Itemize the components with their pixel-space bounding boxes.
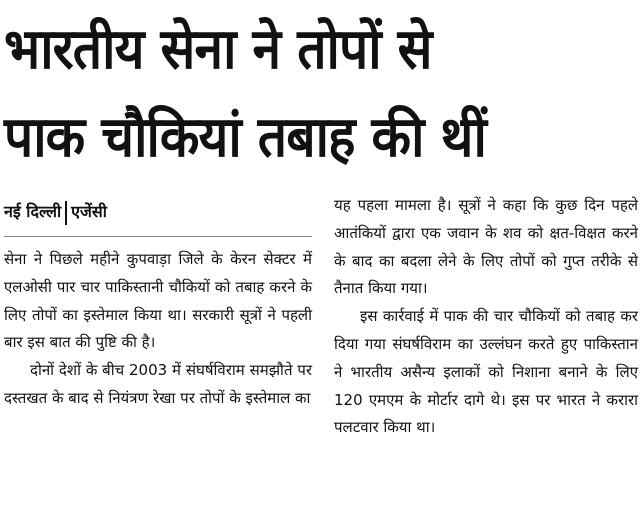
article-paragraph: सेना ने पिछले महीने कुपवाड़ा जिले के केरन सेक्टर में एलओसी पार चार पाकिस्तानी चौकियों को तबाह करने के लिए तोपों का इस्तेमाल किया था। सरकारी सूत्रों ने पहली बार इस बात की पुष्टि की है। — [4, 250, 312, 352]
headline — [4, 6, 589, 182]
article-paragraph: यह पहला मामला है। सूत्रों ने कहा कि कुछ दिन पहले आतंकियों द्वारा एक जवान के शव को क्षत-विक्षत करने के बाद का बदला लेने के लिए तोपों को गुप्त तरीके से तैनात किया गया। — [334, 196, 638, 298]
article-column-left — [4, 246, 312, 413]
headline-line-2: पाक चौकियां तबाह की थीं — [4, 105, 486, 170]
dateline-rule — [4, 236, 312, 237]
dateline — [4, 198, 107, 226]
article-column-right — [334, 192, 638, 442]
headline-line-1: भारतीय सेना ने तोपों से — [4, 17, 432, 82]
article-paragraph: दोनों देशों के बीच 2003 में संघर्षविराम समझौते पर दस्तखत के बाद से नियंत्रण रेखा पर तोपों के इस्तेमाल का — [4, 361, 312, 407]
dateline-separator — [65, 201, 67, 225]
dateline-place: नई दिल्ली — [4, 202, 62, 221]
dateline-source: एजेंसी — [71, 202, 107, 221]
article-paragraph: इस कार्रवाई में पाक की चार चौकियों को तबाह कर दिया गया संघर्षविराम का उल्लंघन करते हुए पाकिस्तान ने भारतीय असैन्य इलाकों को निशाना बनाने के लिए 120 एमएम के मोर्टार दागे थे। इस पर भारत ने करारा पलटवार किया था। — [334, 307, 638, 437]
